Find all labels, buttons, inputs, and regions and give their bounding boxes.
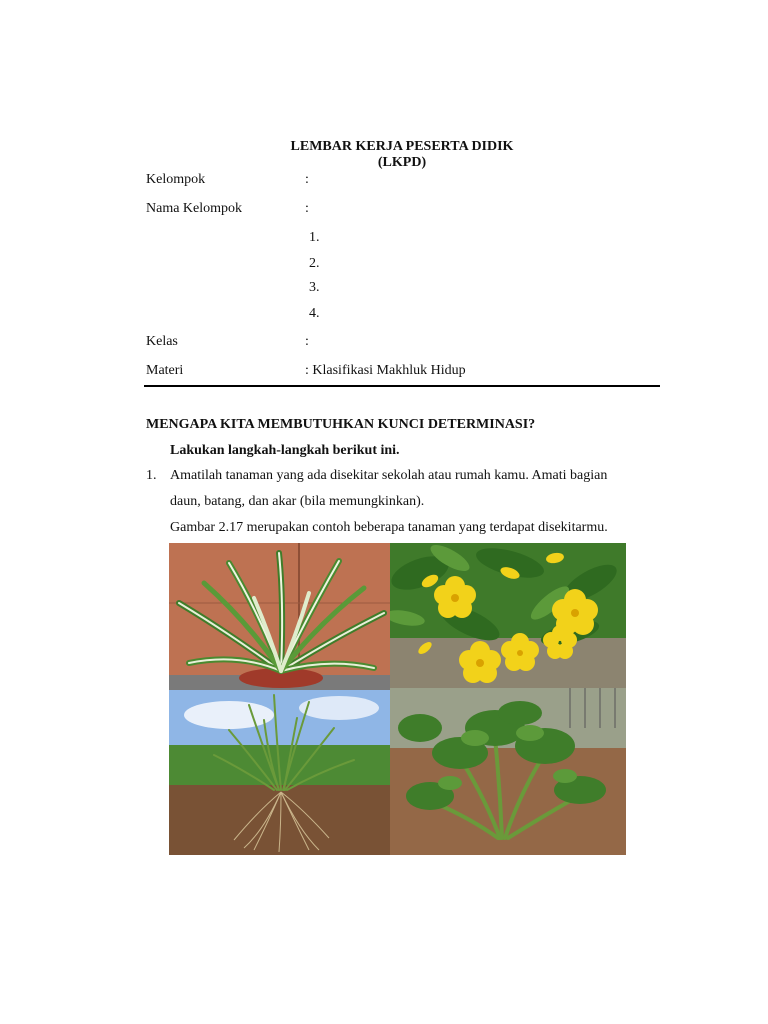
document-title: LEMBAR KERJA PESERTA DIDIK: [290, 139, 514, 154]
grass-with-roots-photo: [169, 690, 390, 855]
kelas-colon: :: [305, 334, 309, 349]
member-number: 3.: [309, 280, 320, 295]
step-number: 1.: [146, 468, 157, 483]
spider-plant-photo: [169, 543, 390, 690]
document-subtitle: (LKPD): [377, 155, 427, 170]
step-text-line: daun, batang, dan akar (bila memungkinkan).: [170, 494, 425, 509]
materi-label: Materi: [146, 363, 184, 378]
figure-caption: Gambar 2.17 merupakan contoh beberapa tanaman yang terdapat disekitarmu.: [170, 520, 608, 535]
member-number: 1.: [309, 230, 320, 245]
kelompok-label: Kelompok: [146, 172, 206, 187]
section-heading: MENGAPA KITA MEMBUTUHKAN KUNCI DETERMINASI?: [146, 417, 536, 432]
horizontal-rule: [144, 385, 660, 387]
yellow-allamanda-photo: [390, 543, 626, 688]
member-number: 2.: [309, 256, 320, 271]
materi-value: : Klasifikasi Makhluk Hidup: [305, 363, 466, 378]
kelas-label: Kelas: [146, 334, 178, 349]
nama-kelompok-label: Nama Kelompok: [146, 201, 243, 216]
step-text-line: Amatilah tanaman yang ada disekitar sekolah atau rumah kamu. Amati bagian: [170, 468, 608, 483]
nama-kelompok-colon: :: [305, 201, 309, 216]
instruction-text: Lakukan langkah-langkah berikut ini.: [170, 443, 400, 458]
celery-plant-photo: [390, 688, 626, 855]
member-number: 4.: [309, 306, 320, 321]
kelompok-colon: :: [305, 172, 309, 187]
